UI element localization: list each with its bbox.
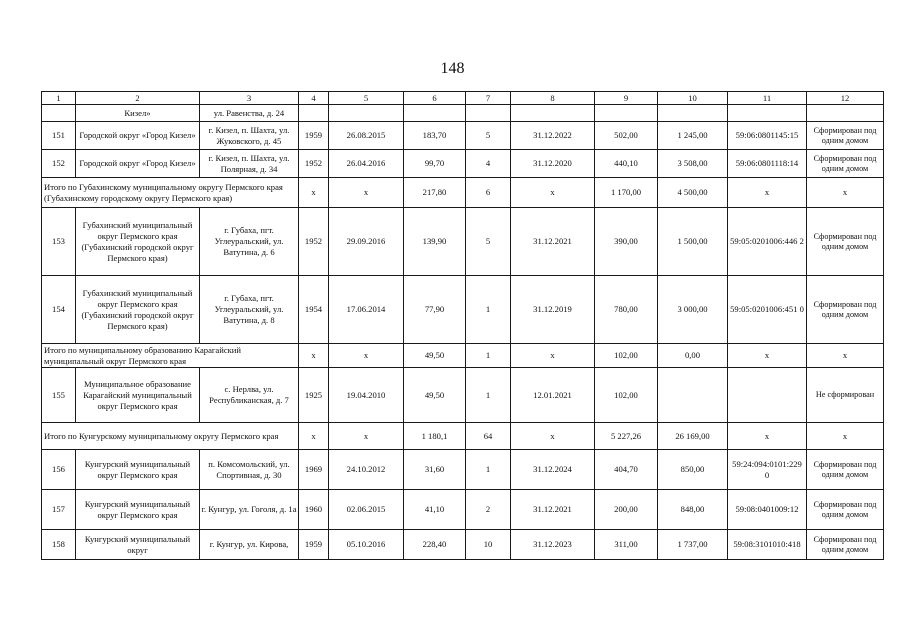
cell-year: x	[299, 178, 329, 208]
total-row	[42, 423, 884, 450]
cell-year: x	[299, 423, 329, 450]
cell-people: 5	[466, 122, 511, 150]
cell-year: 1952	[299, 208, 329, 276]
cell-name: Кунгурский муниципальный округ	[76, 530, 200, 560]
cell-area: 77,90	[404, 276, 466, 344]
cell-address: ул. Равенства, д. 24	[200, 105, 299, 122]
cell-area: 1 180,1	[404, 423, 466, 450]
cell-number: 153	[42, 208, 76, 276]
cell-people: 1	[466, 450, 511, 490]
cell-address: г. Кунгур, ул. Гоголя, д. 1а	[200, 490, 299, 530]
cell-cadastral: 59:08:0401009:12	[728, 490, 807, 530]
cell-address: г. Губаха, пгт. Углеуральский, ул. Ватутина, д. 8	[200, 276, 299, 344]
cell-name: Городской округ «Город Кизел»	[76, 122, 200, 150]
cell-people: 1	[466, 344, 511, 368]
cell-col9: 311,00	[595, 530, 658, 560]
cell-cadastral: 59:05:0201006:446 2	[728, 208, 807, 276]
cell-date: 17.06.2014	[329, 276, 404, 344]
cell-col10: 1 737,00	[658, 530, 728, 560]
cell-people: 1	[466, 276, 511, 344]
cell-col10: 26 169,00	[658, 423, 728, 450]
cell-name: Губахинский муниципальный округ Пермского края (Губахинский городской округ Пермского края)	[76, 276, 200, 344]
total-row	[42, 344, 884, 368]
page-number: 148	[440, 60, 465, 77]
cell-area: 41,10	[404, 490, 466, 530]
cell-status: Сформирован под одним домом	[807, 450, 884, 490]
col-header: 7	[466, 92, 511, 105]
cell-people: 1	[466, 368, 511, 423]
col-header: 5	[329, 92, 404, 105]
cell-status: Сформирован под одним домом	[807, 150, 884, 178]
cell-date: 26.04.2016	[329, 150, 404, 178]
cell-date: x	[329, 344, 404, 368]
col-header: 3	[200, 92, 299, 105]
cell-deadline: 31.12.2023	[511, 530, 595, 560]
cell-date: 05.10.2016	[329, 530, 404, 560]
cell-date: 26.08.2015	[329, 122, 404, 150]
cell-people: 4	[466, 150, 511, 178]
total-label: Итого по муниципальному образованию Карагайский муниципальный округ Пермского края	[42, 344, 299, 368]
cell-year: 1954	[299, 276, 329, 344]
cell	[329, 105, 404, 122]
cell-area: 217,80	[404, 178, 466, 208]
cell-cadastral: x	[728, 423, 807, 450]
col-header: 1	[42, 92, 76, 105]
cell-year: 1925	[299, 368, 329, 423]
cell-col10: 1 500,00	[658, 208, 728, 276]
cell-name: Городской округ «Город Кизел»	[76, 150, 200, 178]
col-header: 2	[76, 92, 200, 105]
header-row	[42, 92, 884, 105]
cell-people: 6	[466, 178, 511, 208]
cell	[658, 105, 728, 122]
cell-col9: 440,10	[595, 150, 658, 178]
col-header: 4	[299, 92, 329, 105]
cell-number: 152	[42, 150, 76, 178]
cell-year: 1960	[299, 490, 329, 530]
cell-cadastral: x	[728, 344, 807, 368]
cell	[42, 105, 76, 122]
cell-status: Сформирован под одним домом	[807, 530, 884, 560]
cell-name: Кунгурский муниципальный округ Пермского края	[76, 490, 200, 530]
cell-col10: 4 500,00	[658, 178, 728, 208]
cell-year: 1959	[299, 530, 329, 560]
cell-date: 29.09.2016	[329, 208, 404, 276]
cell-address: г. Кизел, п. Шахта, ул. Полярная, д. 34	[200, 150, 299, 178]
cell	[807, 105, 884, 122]
cell-number: 158	[42, 530, 76, 560]
cell-cadastral: 59:24:094:0101:229 0	[728, 450, 807, 490]
cell-col10	[658, 368, 728, 423]
housing-table	[41, 91, 884, 560]
cell	[299, 105, 329, 122]
cell-number: 151	[42, 122, 76, 150]
cell	[511, 105, 595, 122]
cell	[404, 105, 466, 122]
cell-date: 02.06.2015	[329, 490, 404, 530]
cell-deadline: 31.12.2020	[511, 150, 595, 178]
cell-year: 1959	[299, 122, 329, 150]
cell-col9: 780,00	[595, 276, 658, 344]
cell-col9: 200,00	[595, 490, 658, 530]
table-row	[42, 450, 884, 490]
cell-deadline: x	[511, 178, 595, 208]
cell-name: Губахинский муниципальный округ Пермского края (Губахинский городской округ Пермского края)	[76, 208, 200, 276]
cell-col10: 850,00	[658, 450, 728, 490]
cell-col10: 3 000,00	[658, 276, 728, 344]
cell-people: 5	[466, 208, 511, 276]
cell-status: Сформирован под одним домом	[807, 208, 884, 276]
cell-year: 1952	[299, 150, 329, 178]
cell-col9: 5 227,26	[595, 423, 658, 450]
cell-deadline: 31.12.2022	[511, 122, 595, 150]
cell	[466, 105, 511, 122]
cell-deadline: x	[511, 344, 595, 368]
cell-col9: 102,00	[595, 368, 658, 423]
cell-date: x	[329, 423, 404, 450]
table-row	[42, 150, 884, 178]
cell-status: Сформирован под одним домом	[807, 276, 884, 344]
cell-col10: 1 245,00	[658, 122, 728, 150]
table-row	[42, 368, 884, 423]
cell-cadastral: x	[728, 178, 807, 208]
cell-number: 156	[42, 450, 76, 490]
cell-year: x	[299, 344, 329, 368]
cell-deadline: 31.12.2019	[511, 276, 595, 344]
cell-deadline: x	[511, 423, 595, 450]
cell-area: 183,70	[404, 122, 466, 150]
cell-cadastral: 59:06:0801118:14	[728, 150, 807, 178]
cell	[595, 105, 658, 122]
cell-address: г. Кунгур, ул. Кирова,	[200, 530, 299, 560]
cell-area: 139,90	[404, 208, 466, 276]
cell-address: г. Губаха, пгт. Углеуральский, ул. Ватутина, д. 6	[200, 208, 299, 276]
cell-cadastral: 59:06:0801145:15	[728, 122, 807, 150]
cell-name: Муниципальное образование Карагайский муниципальный округ Пермского края	[76, 368, 200, 423]
col-header: 12	[807, 92, 884, 105]
cell-col9: 502,00	[595, 122, 658, 150]
cell-deadline: 31.12.2021	[511, 208, 595, 276]
total-row	[42, 178, 884, 208]
cell-deadline: 31.12.2024	[511, 450, 595, 490]
cell-date: 19.04.2010	[329, 368, 404, 423]
col-header: 11	[728, 92, 807, 105]
continuation-row	[42, 105, 884, 122]
cell-address: г. Кизел, п. Шахта, ул. Жуковского, д. 45	[200, 122, 299, 150]
col-header: 6	[404, 92, 466, 105]
cell-status: x	[807, 344, 884, 368]
cell-area: 31,60	[404, 450, 466, 490]
cell-date: x	[329, 178, 404, 208]
cell-name: Кизел»	[76, 105, 200, 122]
cell-status: x	[807, 423, 884, 450]
cell-col10: 0,00	[658, 344, 728, 368]
cell-address: с. Нерлва, ул. Республиканская, д. 7	[200, 368, 299, 423]
table-row	[42, 490, 884, 530]
cell-people: 2	[466, 490, 511, 530]
cell-col9: 102,00	[595, 344, 658, 368]
cell-status: x	[807, 178, 884, 208]
cell-people: 64	[466, 423, 511, 450]
cell-address: п. Комсомольский, ул. Спортивная, д. 30	[200, 450, 299, 490]
cell-area: 49,50	[404, 344, 466, 368]
col-header: 10	[658, 92, 728, 105]
cell-number: 155	[42, 368, 76, 423]
cell-status: Сформирован под одним домом	[807, 490, 884, 530]
cell-deadline: 31.12.2021	[511, 490, 595, 530]
table-row	[42, 122, 884, 150]
table-row	[42, 530, 884, 560]
cell-deadline: 12.01.2021	[511, 368, 595, 423]
cell-number: 154	[42, 276, 76, 344]
cell-col9: 404,70	[595, 450, 658, 490]
cell-status: Не сформирован	[807, 368, 884, 423]
cell-col10: 3 508,00	[658, 150, 728, 178]
table-row	[42, 276, 884, 344]
cell-status: Сформирован под одним домом	[807, 122, 884, 150]
table-row	[42, 208, 884, 276]
cell-name: Кунгурский муниципальный округ Пермского края	[76, 450, 200, 490]
cell-area: 228,40	[404, 530, 466, 560]
cell-cadastral: 59:08:3101010:418	[728, 530, 807, 560]
cell-people: 10	[466, 530, 511, 560]
cell	[728, 105, 807, 122]
col-header: 8	[511, 92, 595, 105]
cell-col9: 1 170,00	[595, 178, 658, 208]
total-label: Итого по Губахинскому муниципальному округу Пермского края (Губахинскому городскому округу Пермского края)	[42, 178, 299, 208]
col-header: 9	[595, 92, 658, 105]
cell-col9: 390,00	[595, 208, 658, 276]
cell-col10: 848,00	[658, 490, 728, 530]
total-label: Итого по Кунгурскому муниципальному округу Пермского края	[42, 423, 299, 450]
cell-area: 99,70	[404, 150, 466, 178]
cell-year: 1969	[299, 450, 329, 490]
cell-date: 24.10.2012	[329, 450, 404, 490]
cell-cadastral	[728, 368, 807, 423]
cell-cadastral: 59:05:0201006:451 0	[728, 276, 807, 344]
cell-number: 157	[42, 490, 76, 530]
cell-area: 49,50	[404, 368, 466, 423]
